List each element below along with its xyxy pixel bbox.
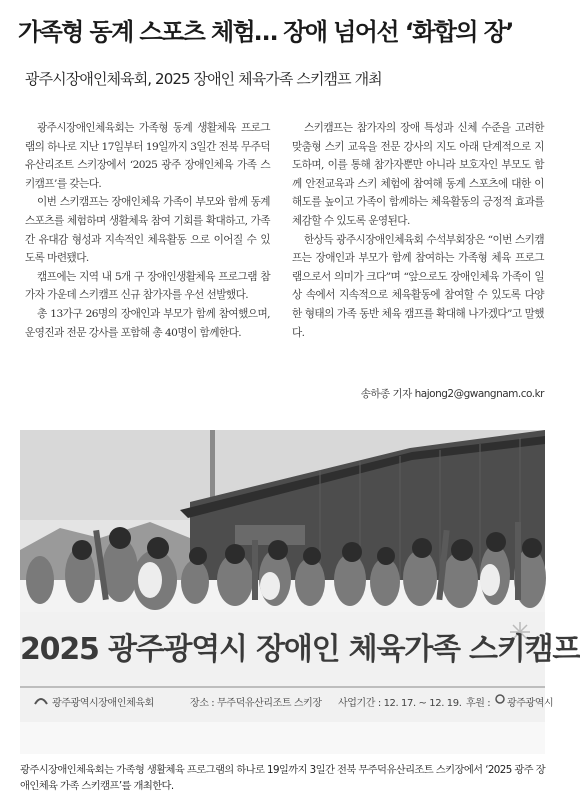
banner-period: 사업기간 : 12. 17. ~ 12. 19. xyxy=(338,698,462,709)
banner-place: 장소 : 무주덕유산리조트 스키장 xyxy=(190,698,322,709)
paragraph: 광주시장애인체육회는 가족형 동계 생활체육 프로그램의 하나로 지난 17일부터 19일까지 3일간 전북 무주덕유산리조트 스키장에서 ‘2025 광주 장애인체육 가족 스키캠프’를 갖는다. xyxy=(25,122,270,190)
banner-org: 광주광역시장애인체육회 xyxy=(52,698,154,709)
article-photo xyxy=(20,430,580,754)
paragraph: 캠프에는 지역 내 5개 구 장애인생활체육 프로그램 참가자 가운데 스키캠프 신규 참가자를 우선 선발했다. xyxy=(25,270,270,302)
byline: 송하종 기자 hajong2@gwangnam.co.kr xyxy=(360,388,544,400)
banner-sponsor: 후원 : xyxy=(466,698,491,709)
paragraph: 이번 스키캠프는 장애인체육 가족이 부모와 함께 동계 스포츠를 체험하며 생활체육 참여 기회를 확대하고, 가족 간 유대감 형성과 지속적인 체육활동 으로 이어질 수 있도록 마련됐다. xyxy=(25,196,270,265)
paragraph: 총 13가구 26명의 장애인과 부모가 함께 참여했으며, 운영진과 전문 강사를 포함해 총 40명이 함께한다. xyxy=(25,307,270,339)
headline: 가족형 동계 스포츠 체험… 장애 넘어선 ‘화합의 장’ xyxy=(18,18,513,46)
sponsor-logo-icon xyxy=(495,694,505,704)
banner-sponsor-name: 광주광역시 xyxy=(507,698,554,709)
paragraph: 스키캠프는 참가자의 장애 특성과 신체 수준을 고려한 맞춤형 스키 교육을 전문 강사의 지도 아래 단계적으로 지도하며, 이를 통해 참가자뿐만 아니라 보호자인 부모도 함께 안전교육과 스키 체험에 참여해 동계 스포츠에 대한 이해도를 높이고 가족이 함께하는 체육활동의 긍정적 효과를 체감할 수 있도록 운영된다. xyxy=(292,122,544,227)
paragraph: 한상득 광주시장애인체육회 수석부회장은 “이번 스키캠프는 장애인과 부모가 함께 참여하는 가족형 체육 프로그램으로서 의미가 크다”며 “앞으로도 장애인체육 가족이 일상 속에서 지속적으로 체육활동에 참여할 수 있도록 다양한 형태의 가족 동반 체육 캠프를 확대해 나가겠다”고 말했다. xyxy=(292,233,544,339)
photo-caption: 광주시장애인체육회는 가족형 생활체육 프로그램의 하나로 19일까지 3일간 전북 무주덕유산리조트 스키장에서 ‘2025 광주 장애인체육 가족 스키캠프’를 개최한다. xyxy=(20,764,546,792)
body-column-left xyxy=(25,119,270,342)
emblem-icon xyxy=(34,694,48,706)
banner-title: 2025 광주광역시 장애인 체육가족 스키캠프 xyxy=(20,632,580,667)
body-column-right xyxy=(292,119,544,342)
subheadline: 광주시장애인체육회, 2025 장애인 체육가족 스키캠프 개최 xyxy=(25,70,382,88)
